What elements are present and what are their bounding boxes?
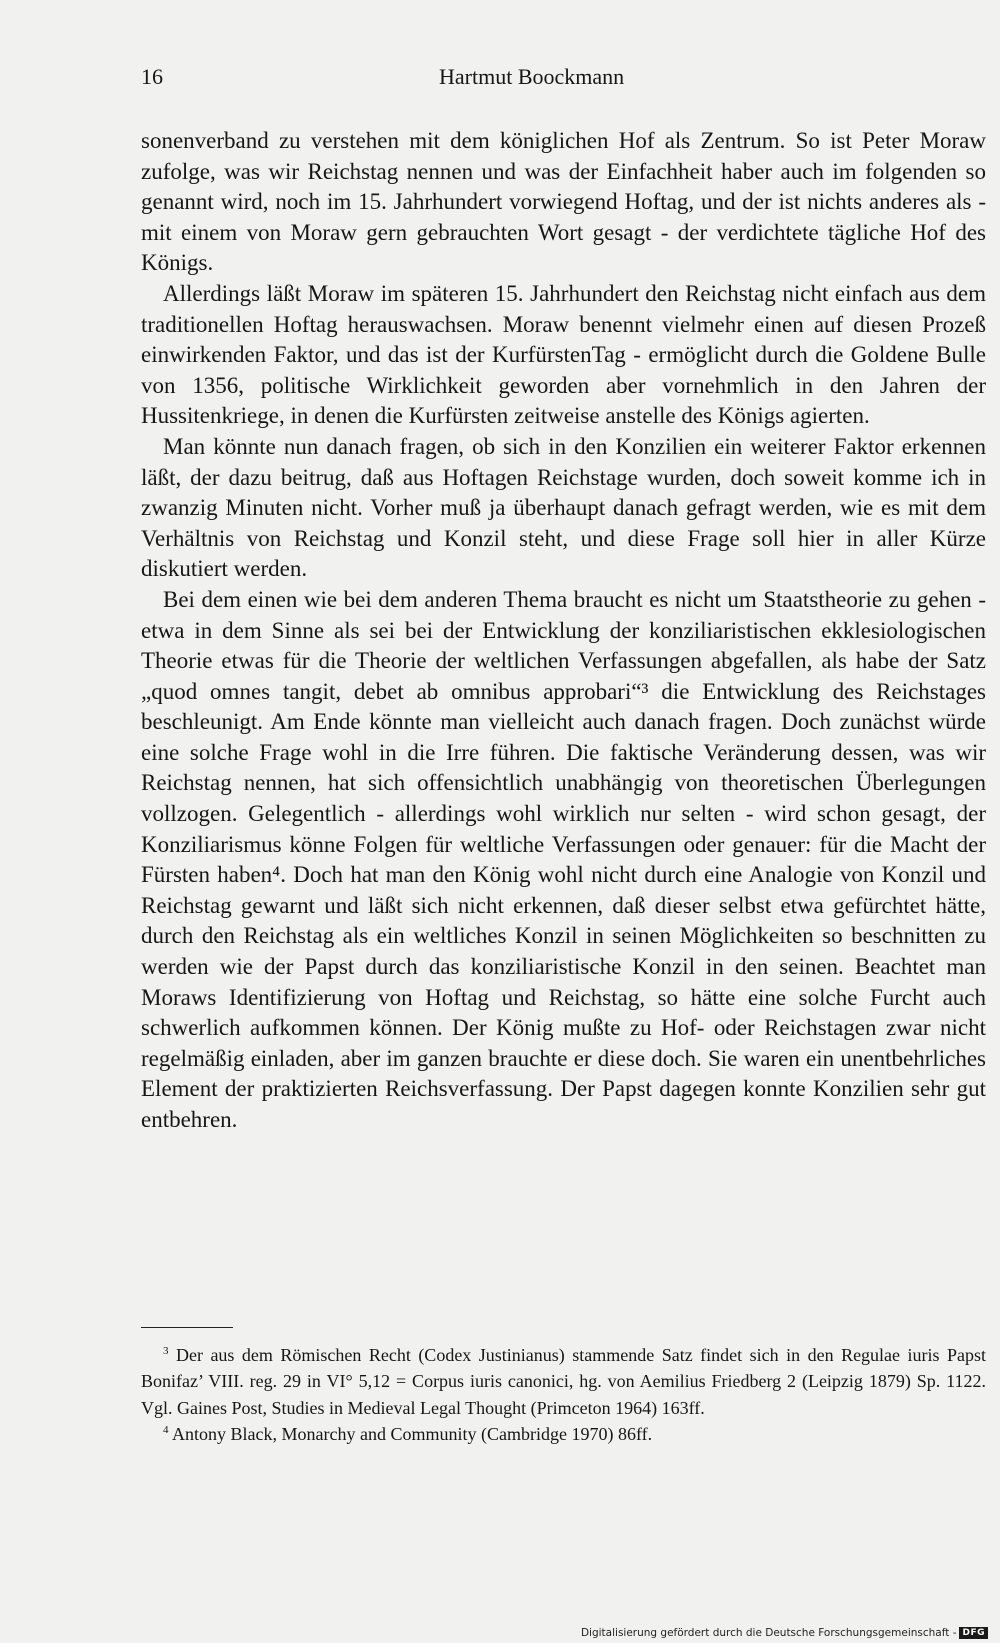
footer-text: Digitalisierung gefördert durch die Deutsche Forschungsgemeinschaft - xyxy=(580,1627,957,1639)
footnote xyxy=(141,1342,986,1421)
footnotes xyxy=(141,1342,986,1448)
footnote xyxy=(141,1421,986,1447)
footnote-mark: 3 xyxy=(163,1345,169,1357)
paragraph: Man könnte nun danach fragen, ob sich in den Konzilien ein weiterer Faktor erkennen läßt, der dazu beitrug, daß aus Hoftagen Reichstage wurden, doch soweit komme ich in zwanzig Minuten nicht. Vorher muß ja überhaupt danach gefragt werden, wie es mit dem Verhältnis von Reichstag und Konzil steht, und diese Frage soll hier in aller Kürze diskutiert werden. xyxy=(141,433,986,582)
paragraph: Allerdings läßt Moraw im späteren 15. Jahrhundert den Reichstag nicht einfach aus dem traditionellen Hoftag herauswachsen. Moraw benennt vielmehr einen auf diesen Prozeß einwirkenden Faktor, und das ist der KurfürstenTag - ermöglicht durch die Goldene Bulle von 1356, politische Wirklichkeit geworden aber vornehmlich in den Jahren der Hussitenkriege, in denen die Kurfürsten zeitweise anstelle des Königs agierten. xyxy=(141,280,986,429)
body-text xyxy=(141,126,986,1136)
paragraph: sonenverband zu verstehen mit dem königlichen Hof als Zentrum. So ist Peter Moraw zufolge, was wir Reichstag nennen und was der Einfachheit haber auch im folgenden so genannt wird, noch im 15. Jahrhundert vorwiegend Hoftag, und der ist nichts anderes als - mit einem von Moraw gern gebrauchten Wort gesagt - der verdichtete tägliche Hof des Königs. xyxy=(141,128,986,276)
footnote-text: Antony Black, Monarchy and Community (Cambridge 1970) 86ff. xyxy=(172,1424,653,1445)
page-number: 16 xyxy=(141,64,163,89)
paragraph: Bei dem einen wie bei dem anderen Thema braucht es nicht um Staatstheorie zu gehen - etwa in dem Sinne als sei bei der Entwicklung der konziliaristischen ekklesiologischen Theorie etwas für die Theorie der weltlichen Verfassungen abgefallen, als habe der Satz „quod omnes tangit, debet ab omnibus approbari“³ die Entwicklung des Reichstages beschleunigt. Am Ende könnte man vielleicht auch danach fragen. Doch zunächst würde eine solche Frage wohl in die Irre führen. Die faktische Veränderung dessen, was wir Reichstag nennen, hat sich offensichtlich unabhängig von theoretischen Überlegungen vollzogen. Gelegentlich - allerdings wohl wirklich nur selten - wird schon gesagt, der Konziliarismus könne Folgen für weltliche Verfassungen oder genauer: für die Macht der Fürsten haben⁴. Doch hat man den König wohl nicht durch eine Analogie von Konzil und Reichstag gewarnt und läßt sich nicht erkennen, daß dieser selbst etwa gefürchtet hätte, durch den Reichstag als ein weltliches Konzil in seinen Möglichkeiten so beschnitten zu werden wie der Papst durch das konziliaristische Konzil in den seinen. Beachtet man Moraws Identifizierung von Hoftag und Reichstag, so hätte eine solche Furcht auch schwerlich aufkommen können. Der König mußte zu Hof- oder Reichstagen zwar nicht regelmäßig einladen, aber im ganzen brauchte er diese doch. Sie waren ein unentbehrliches Element der praktizierten Reichsverfassung. Der Papst dagegen konnte Konzilien sehr gut entbehren. xyxy=(141,586,986,1132)
running-head-author: Hartmut Boockmann xyxy=(439,64,625,89)
digitization-footer xyxy=(581,1626,988,1640)
footnote-mark: 4 xyxy=(163,1424,169,1437)
running-header xyxy=(141,64,986,94)
footnote-separator xyxy=(141,1327,233,1328)
dfg-logo-icon: DFG xyxy=(959,1627,988,1639)
footnote-text: Der aus dem Römischen Recht (Codex Justinianus) stammende Satz findet sich in den Regulae iuris Papst Bonifaz’ VIII. reg. 29 in VI° 5,12 = Corpus iuris canonici, hg. von Aemilius Friedberg 2 (Leipzig 1879) Sp. 1122. Vgl. Gaines Post, Studies in Medieval Legal Thought (Primceton 1964) 163ff. xyxy=(141,1345,986,1418)
